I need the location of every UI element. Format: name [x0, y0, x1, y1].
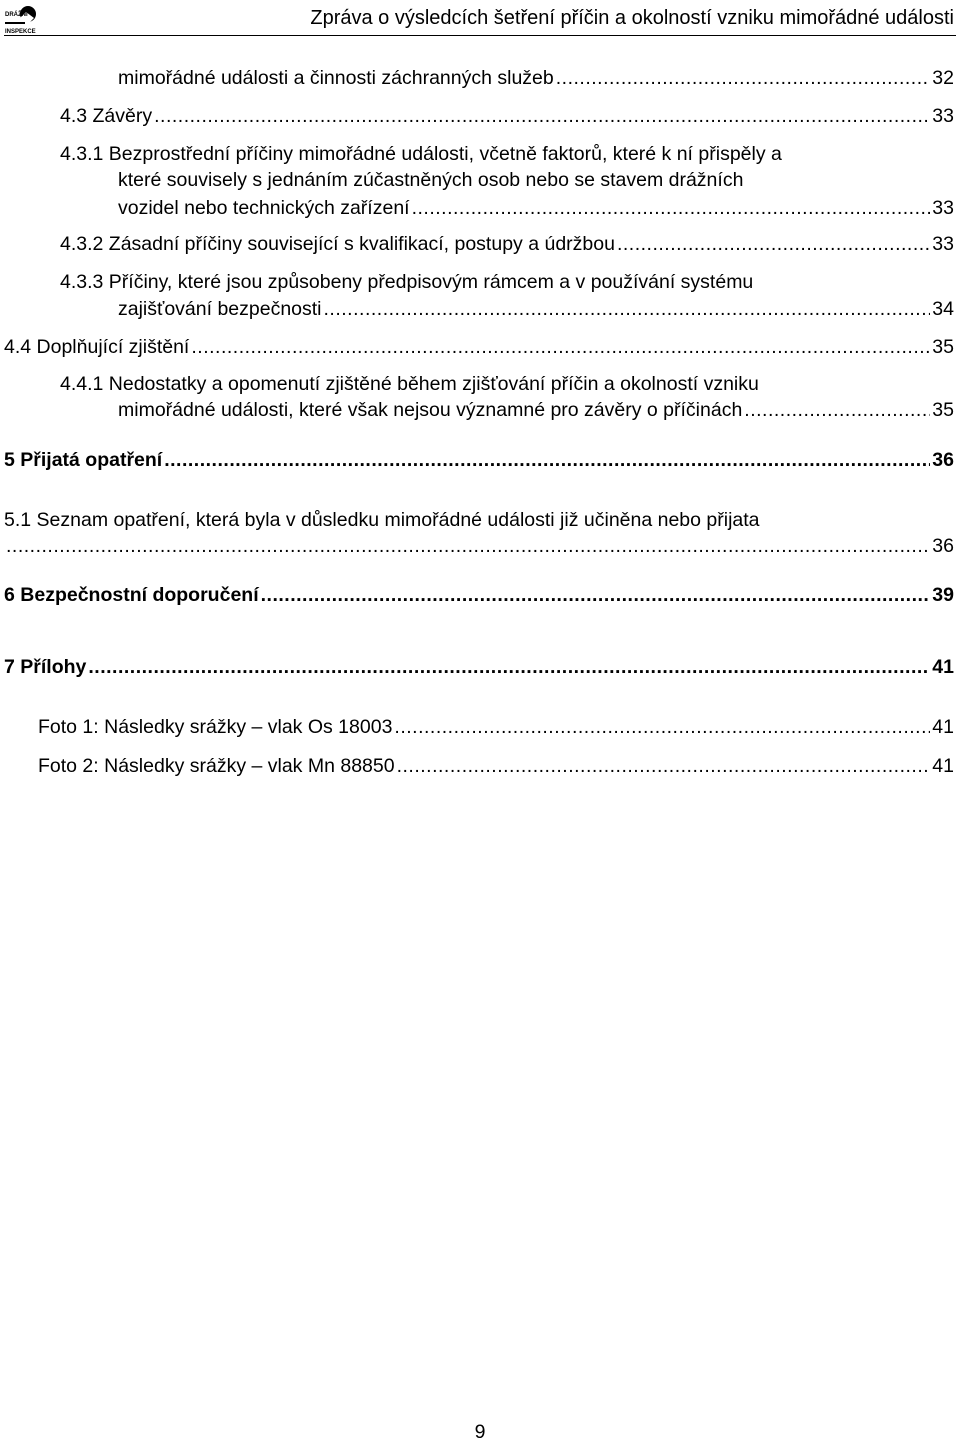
toc-entry-chapter[interactable]: [4, 582, 954, 608]
toc-entry-title: které souvisely s jednáním zúčastněných osob nebo se stavem drážních: [118, 169, 744, 191]
toc-leader: [744, 397, 930, 423]
toc-figure-entry[interactable]: [38, 714, 954, 740]
toc-entry-title: vozidel nebo technických zařízení: [118, 197, 410, 219]
toc-leader: [164, 447, 930, 473]
toc-entry-title: mimořádné události a činnosti záchranných služeb: [118, 67, 554, 89]
toc-figure-entry[interactable]: [38, 753, 954, 779]
toc-leader: [556, 65, 931, 91]
toc-leader: [394, 714, 930, 740]
toc-page-number: 35: [932, 399, 954, 421]
toc-entry-title: 5.1 Seznam opatření, která byla v důsledku mimořádné události již učiněna nebo přijata: [4, 509, 760, 531]
header-divider: [4, 35, 956, 36]
toc-entry-title: mimořádné události, které však nejsou významné pro závěry o příčinách: [118, 399, 743, 421]
toc-page-number: 32: [932, 67, 954, 89]
agency-logo-icon: [4, 4, 40, 36]
svg-text:INSPEKCE: INSPEKCE: [5, 29, 36, 35]
toc-page-number: 41: [932, 656, 954, 678]
toc-entry[interactable]: [4, 334, 954, 360]
toc-entry-title: Foto 1: Následky srážky – vlak Os 18003: [38, 716, 393, 738]
document-title: Zpráva o výsledcích šetření příčin a okolností vzniku mimořádné události: [310, 7, 954, 29]
svg-text:DRÁŽNÍ: DRÁŽNÍ: [5, 12, 28, 18]
toc-page-number: 36: [932, 535, 954, 557]
toc-leader: [261, 582, 931, 608]
toc-entry-title: 7 Přílohy: [4, 656, 87, 678]
toc-entry-continuation[interactable]: [4, 533, 954, 559]
toc-entry[interactable]: [4, 507, 954, 533]
toc-leader: [154, 103, 930, 129]
toc-entry-title: 4.3.2 Zásadní příčiny související s kvalifikací, postupy a údržbou: [60, 233, 615, 255]
page-number: 9: [474, 1421, 486, 1443]
toc-leader: [6, 533, 930, 559]
toc-page-number: 35: [932, 336, 954, 358]
toc-entry-title: zajišťování bezpečnosti: [118, 298, 322, 320]
toc-leader: [397, 753, 931, 779]
toc-leader: [617, 231, 930, 257]
toc-page-number: 36: [932, 449, 954, 471]
toc-page-number: 34: [932, 298, 954, 320]
toc-leader: [412, 195, 931, 221]
toc-entry-continuation: [118, 167, 954, 193]
toc-entry-chapter[interactable]: [4, 447, 954, 473]
toc-page-number: 41: [932, 716, 954, 738]
toc-entry-title: 4.3 Závěry: [60, 105, 153, 127]
toc-page-number: 39: [932, 584, 954, 606]
toc-entry-title: 4.3.3 Příčiny, které jsou způsobeny předpisovým rámcem a v používání systému: [60, 271, 754, 293]
toc-page-number: 41: [932, 755, 954, 777]
toc-entry[interactable]: [118, 65, 954, 91]
toc-entry[interactable]: [60, 269, 954, 295]
toc-entry-continuation[interactable]: [118, 195, 954, 221]
toc-entry-title: 5 Přijatá opatření: [4, 449, 163, 471]
toc-entry-title: 4.4 Doplňující zjištění: [4, 336, 190, 358]
toc-entry-title: 4.3.1 Bezprostřední příčiny mimořádné události, včetně faktorů, které k ní přispěly a: [60, 143, 782, 165]
toc-entry-title: Foto 2: Následky srážky – vlak Mn 88850: [38, 755, 395, 777]
toc-entry[interactable]: [60, 231, 954, 257]
toc-entry-continuation[interactable]: [118, 296, 954, 322]
toc-entry-chapter[interactable]: [4, 654, 954, 680]
toc-entry-title: 6 Bezpečnostní doporučení: [4, 584, 259, 606]
toc-entry[interactable]: [60, 141, 954, 167]
toc-page-number: 33: [932, 105, 954, 127]
toc-entry[interactable]: [60, 371, 954, 397]
toc-entry-continuation[interactable]: [118, 397, 954, 423]
toc-leader: [88, 654, 930, 680]
toc-leader: [324, 296, 931, 322]
toc-entry[interactable]: [60, 103, 954, 129]
toc-leader: [191, 334, 930, 360]
toc-page-number: 33: [932, 233, 954, 255]
page-header: [0, 0, 960, 42]
toc-entry-title: 4.4.1 Nedostatky a opomenutí zjištěné během zjišťování příčin a okolností vzniku: [60, 373, 759, 395]
toc-page-number: 33: [932, 197, 954, 219]
